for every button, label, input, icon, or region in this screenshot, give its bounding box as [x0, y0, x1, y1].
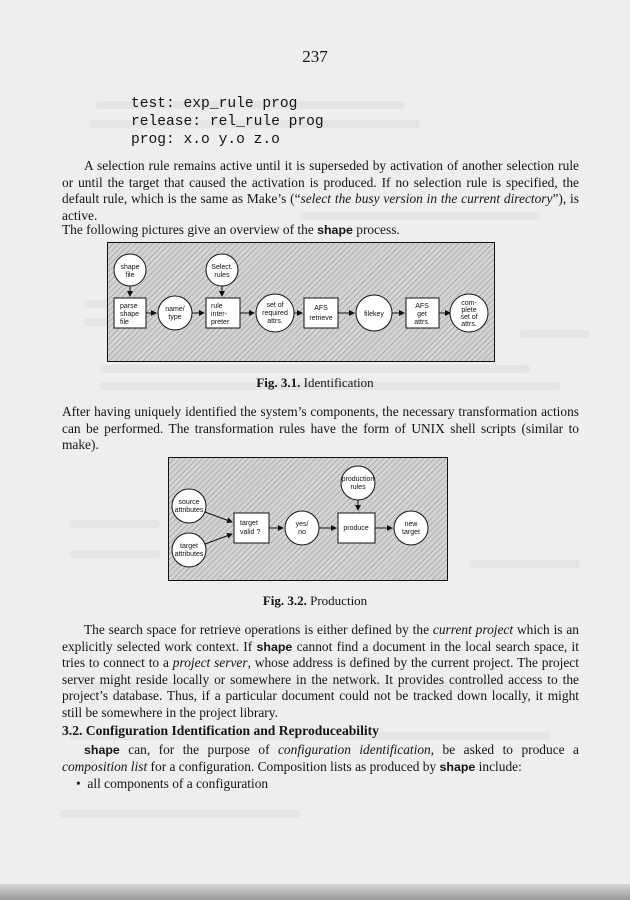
svg-text:target: target	[402, 529, 420, 536]
svg-text:new: new	[404, 521, 418, 528]
svg-text:attrs.: attrs.	[414, 319, 430, 326]
svg-text:rules: rules	[214, 272, 230, 279]
shape-keyword: shape	[256, 639, 293, 654]
code-line: prog: x.o y.o z.o	[131, 132, 280, 148]
svg-text:attributes: attributes	[174, 551, 204, 558]
paragraph-search-space: The search space for retrieve operations is either defined by the current project which is an explicitly selected work context. If shape cannot find a document in the local search space, it tries to connect to a project server, whose address is defined by the current project. The project server might reside locally or somewhere in the network. It provides controlled access to the project’s database. Thus, if a particular document could not be tracked down locally, it might still be somewhere in the project library.	[62, 622, 580, 720]
svg-text:produce: produce	[343, 525, 369, 532]
svg-text:required: required	[262, 310, 288, 317]
node-target-valid	[234, 513, 269, 543]
paragraph-overview: The following pictures give an overview of the shape process.	[62, 222, 400, 237]
shape-keyword: shape	[439, 759, 476, 774]
section-heading: 3.2. Configuration Identification and Reproduceability	[62, 723, 379, 738]
svg-text:target: target	[180, 543, 198, 550]
production-diagram	[169, 458, 447, 580]
node-target-attributes	[172, 533, 206, 567]
shape-keyword: shape	[317, 223, 353, 237]
node-afs-retrieve	[304, 298, 338, 328]
svg-text:filekey: filekey	[364, 311, 384, 318]
node-yes-no	[285, 511, 319, 545]
code-block	[131, 95, 324, 149]
figure-caption: Fig. 3.2. Production	[262, 593, 368, 608]
svg-text:attrs.: attrs.	[461, 321, 477, 328]
paragraph-selection-rule: A selection rule remains active until it is superseded by activation of another selection rule or until the target that caused the activation is produced. If no selection rule is specified, the default rule, which is the same as Make’s (“select the busy version in the current directory”), is active.	[62, 158, 579, 223]
scan-edge	[0, 884, 630, 900]
svg-text:retrieve: retrieve	[309, 315, 333, 322]
svg-text:get: get	[417, 311, 427, 318]
svg-text:yes/: yes/	[295, 521, 309, 528]
svg-text:com-: com-	[461, 300, 477, 307]
svg-text:Select.: Select.	[211, 264, 233, 271]
svg-text:source: source	[178, 499, 200, 506]
paragraph-transformation: After having uniquely identified the system’s components, the necessary transformation actions can be performed. The transformation rules have the form of UNIX shell scripts (similar to make).	[62, 404, 579, 453]
svg-text:preter: preter	[211, 319, 230, 326]
svg-text:valid ?: valid ?	[240, 529, 261, 536]
node-name-type	[158, 296, 192, 330]
svg-text:target: target	[240, 520, 258, 527]
svg-text:production: production	[341, 476, 375, 483]
svg-text:attrs.: attrs.	[267, 318, 283, 325]
svg-text:rules: rules	[350, 484, 366, 491]
page-number: 237	[302, 47, 328, 66]
svg-text:attributes: attributes	[174, 507, 204, 514]
svg-text:no: no	[298, 529, 306, 536]
svg-text:file: file	[125, 272, 135, 279]
svg-text:set of: set of	[460, 314, 478, 321]
figure-production	[168, 457, 448, 581]
svg-text:rule: rule	[211, 303, 223, 310]
svg-text:AFS: AFS	[415, 303, 429, 310]
identification-diagram	[108, 243, 494, 361]
node-new-target	[394, 511, 428, 545]
paragraph-composition: shape can, for the purpose of configuration identification, be asked to produce a composition list for a configuration. Composition lists as produced by shape include:	[62, 742, 579, 774]
list-item: • all components of a configuration	[76, 776, 269, 791]
node-production-rules	[341, 466, 375, 500]
figure-caption: Fig. 3.1. Identification	[256, 375, 374, 390]
figure-identification	[107, 242, 495, 362]
svg-text:file: file	[120, 319, 129, 326]
svg-text:plete: plete	[461, 307, 477, 314]
svg-text:parse: parse	[120, 303, 138, 310]
code-line: release: rel_rule prog	[131, 114, 324, 130]
shape-keyword: shape	[84, 743, 120, 757]
svg-text:AFS: AFS	[314, 305, 328, 312]
bullet-mark: •	[76, 776, 81, 791]
svg-text:inter-: inter-	[211, 311, 227, 318]
node-source-attributes	[172, 489, 206, 523]
svg-text:shape: shape	[120, 264, 140, 271]
svg-text:set of: set of	[266, 302, 284, 309]
svg-text:type: type	[168, 314, 182, 321]
svg-text:shape: shape	[120, 311, 140, 318]
code-line: test: exp_rule prog	[131, 96, 298, 112]
svg-text:name/: name/	[165, 306, 185, 313]
